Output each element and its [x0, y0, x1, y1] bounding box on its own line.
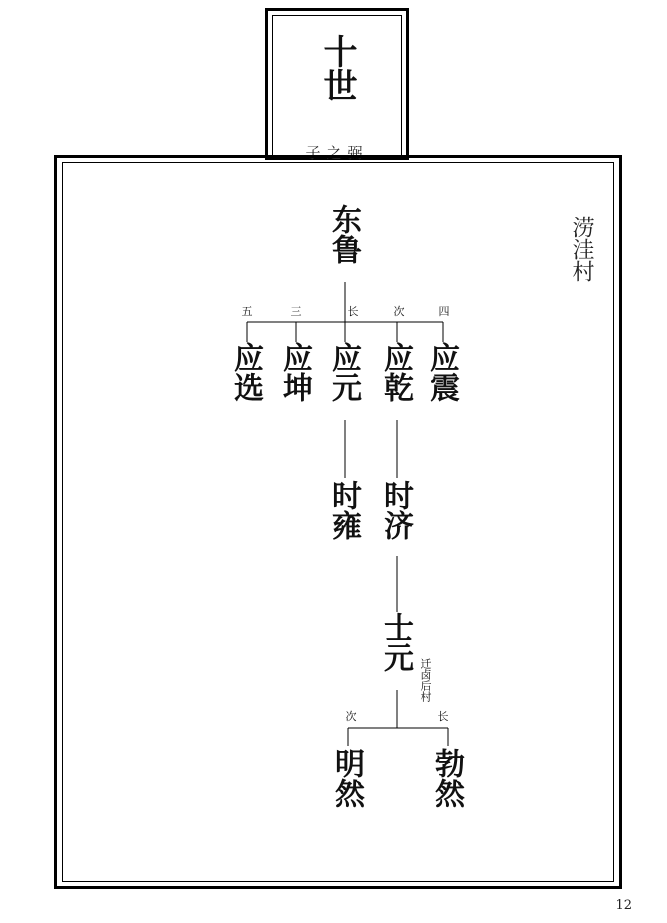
grandson-name: 时济 [378, 480, 413, 540]
grandson-name: 时雍 [326, 480, 361, 540]
son-order-label: 次 [345, 710, 357, 723]
village-name: 涝洼村 [569, 216, 594, 282]
child-order-label: 长 [347, 305, 359, 318]
son-order-label: 长 [437, 710, 449, 723]
generation-subtitle: 子之弼 [305, 144, 369, 162]
child-order-label: 五 [241, 305, 253, 318]
page-number: 12 [615, 898, 632, 913]
child-order-label: 次 [393, 305, 405, 318]
child-name: 应乾 [378, 342, 413, 402]
child-name: 应坤 [277, 342, 312, 402]
migration-note: 迁卤后村 [419, 658, 432, 702]
child-name: 应选 [228, 342, 263, 402]
son-name: 明然 [329, 748, 364, 808]
child-order-label: 三 [290, 305, 302, 318]
child-name: 应元 [326, 342, 361, 402]
child-name: 应震 [424, 342, 459, 402]
son-name: 勃然 [429, 748, 464, 808]
great-grandson-name: 士元 [378, 612, 413, 672]
generation-title: 十世 [317, 34, 357, 102]
root-ancestor-name: 东鲁 [326, 204, 361, 264]
child-order-label: 四 [438, 305, 450, 318]
